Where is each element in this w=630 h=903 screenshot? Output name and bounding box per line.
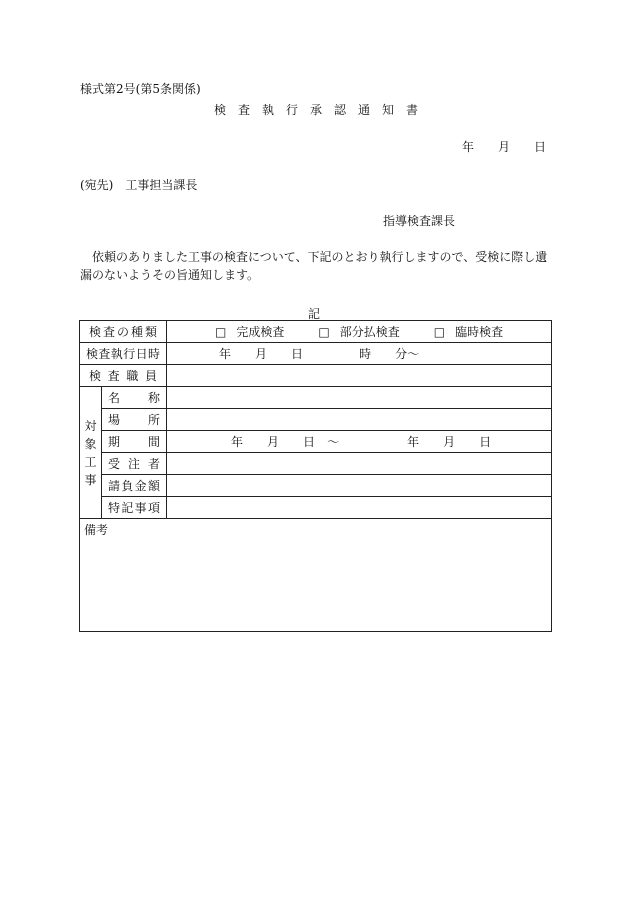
addressee-name: 工事担当課長 — [125, 178, 198, 192]
target-contractor-row — [80, 453, 552, 475]
option-complete-label: 完成検査 — [236, 325, 285, 339]
datetime-row — [80, 343, 552, 365]
date-year: 年 — [462, 140, 475, 154]
target-group-label — [80, 387, 102, 519]
checkbox-partial[interactable]: □ — [318, 325, 330, 339]
p-year2: 年 — [407, 435, 420, 449]
dt-day: 日 — [291, 347, 304, 361]
target-name-row — [80, 387, 552, 409]
option-temporary-label: 臨時検査 — [455, 325, 504, 339]
contractor-label: 受注者 — [102, 453, 167, 475]
inspection-type-options — [167, 321, 552, 343]
notes-label: 特記事項 — [102, 497, 167, 519]
place-label: 場所 — [102, 409, 167, 431]
dt-month: 月 — [255, 347, 268, 361]
dt-hour: 時 — [359, 347, 372, 361]
checkbox-complete[interactable]: □ — [215, 325, 227, 339]
remarks-row — [80, 519, 552, 632]
document-title: 検査執行承認通知書 — [214, 103, 431, 117]
target-amount-row — [80, 475, 552, 497]
place-value[interactable] — [167, 409, 552, 431]
inspection-type-label: 検査の種類 — [80, 321, 167, 343]
target-group-text: 対象工事 — [84, 418, 97, 487]
period-value[interactable] — [167, 431, 552, 453]
checkbox-temporary[interactable]: □ — [433, 325, 446, 339]
p-day1: 日 — [303, 435, 316, 449]
inspector-value[interactable] — [167, 365, 552, 387]
p-tilde: 〜 — [327, 435, 340, 449]
target-place-row — [80, 409, 552, 431]
form-number: 様式第2号(第5条関係) — [80, 82, 201, 96]
remarks-label: 備考 — [84, 523, 109, 537]
body-text: 依頼のありました工事の検査について、下記のとおり執行しますので、受検に際し遺漏のないようその旨通知します。 — [80, 250, 548, 282]
target-period-row — [80, 431, 552, 453]
period-label: 期間 — [102, 431, 167, 453]
datetime-label: 検査執行日時 — [80, 343, 167, 365]
name-label: 名称 — [102, 387, 167, 409]
p-day2: 日 — [479, 435, 492, 449]
p-month2: 月 — [443, 435, 456, 449]
date-day: 日 — [534, 140, 547, 154]
inspector-label: 検査職員 — [80, 365, 167, 387]
remarks-cell[interactable] — [80, 519, 552, 632]
datetime-value[interactable] — [167, 343, 552, 365]
ki-heading: 記 — [308, 307, 321, 321]
inspection-form-table — [79, 320, 552, 632]
date-month: 月 — [498, 140, 511, 154]
p-month1: 月 — [267, 435, 280, 449]
inspector-row — [80, 365, 552, 387]
sender: 指導検査課長 — [383, 214, 456, 228]
inspection-type-row — [80, 321, 552, 343]
amount-label: 請負金額 — [102, 475, 167, 497]
addressee-prefix: (宛先) — [80, 178, 114, 192]
date-line — [462, 138, 546, 155]
dt-year: 年 — [219, 347, 232, 361]
amount-value[interactable] — [167, 475, 552, 497]
notes-value[interactable] — [167, 497, 552, 519]
name-value[interactable] — [167, 387, 552, 409]
option-partial-label: 部分払検査 — [339, 325, 400, 339]
dt-minute: 分〜 — [395, 347, 420, 361]
target-notes-row — [80, 497, 552, 519]
contractor-value[interactable] — [167, 453, 552, 475]
p-year1: 年 — [231, 435, 244, 449]
addressee — [80, 176, 197, 193]
